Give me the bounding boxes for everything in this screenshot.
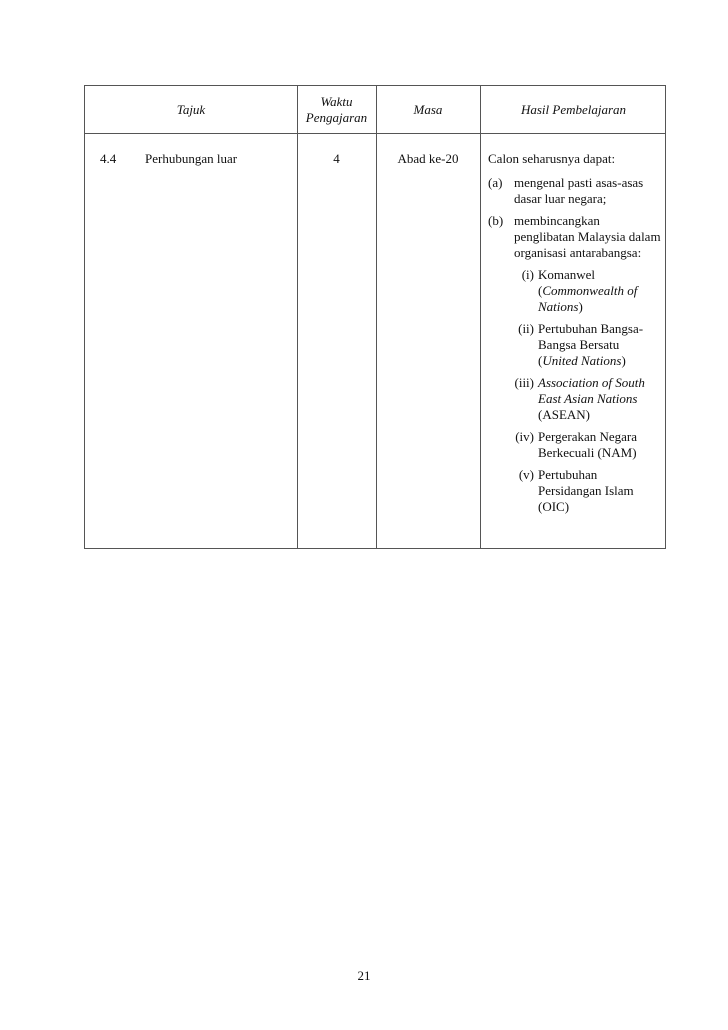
sub-item-ii bbox=[488, 321, 663, 369]
sub-label: (ii) bbox=[518, 321, 534, 336]
sub-text: Pergerakan Negara Berkecuali (NAM) bbox=[538, 429, 638, 460]
sub-text-italic: Commonwealth of Nations bbox=[538, 283, 638, 314]
header-waktu-line1: Waktu bbox=[320, 93, 353, 109]
header-tajuk-label: Tajuk bbox=[176, 101, 206, 117]
topic-title: Perhubungan luar bbox=[145, 151, 238, 166]
teaching-hours: 4 bbox=[333, 151, 340, 166]
header-hasil-label: Hasil Pembelajaran bbox=[520, 101, 627, 117]
sub-label: (v) bbox=[518, 467, 534, 482]
outcomes-intro: Calon seharusnya dapat: bbox=[488, 151, 616, 166]
sub-text bbox=[538, 267, 663, 315]
header-waktu bbox=[297, 86, 376, 133]
sub-text-plain: Pertubuhan Bangsa-Bangsa Bersatu bbox=[538, 321, 644, 352]
sub-text: Pertubuhan Persidangan Islam (OIC) bbox=[538, 467, 634, 514]
sub-item-i bbox=[488, 267, 663, 315]
sub-text-plain: (ASEAN) bbox=[538, 407, 590, 422]
paren-close: ) bbox=[578, 299, 583, 314]
header-divider bbox=[85, 133, 665, 134]
header-waktu-line2: Pengajaran bbox=[305, 109, 368, 125]
learning-outcomes bbox=[488, 151, 663, 515]
sub-text-italic: United Nations bbox=[542, 353, 622, 368]
outcome-item-b bbox=[488, 213, 663, 261]
header-masa bbox=[376, 86, 480, 133]
sub-text bbox=[538, 375, 663, 423]
sub-item-iii bbox=[488, 375, 663, 423]
sub-text-plain: Komanwel bbox=[538, 267, 596, 282]
period: Abad ke-20 bbox=[397, 151, 459, 166]
paren-close: ) bbox=[621, 353, 626, 368]
sub-item-v bbox=[488, 467, 663, 515]
sub-text-italic: Association of South East Asian Nations bbox=[538, 375, 645, 406]
header-tajuk bbox=[85, 86, 297, 133]
sub-item-iv bbox=[488, 429, 663, 461]
sub-text bbox=[538, 321, 663, 369]
outcome-label: (b) bbox=[488, 213, 504, 228]
outcome-label: (a) bbox=[488, 175, 503, 190]
syllabus-table bbox=[84, 85, 666, 549]
sub-label: (i) bbox=[521, 267, 534, 282]
paren-open: ( bbox=[538, 353, 543, 368]
header-masa-label: Masa bbox=[413, 101, 443, 117]
topic-number: 4.4 bbox=[100, 151, 117, 166]
paren-open: ( bbox=[538, 283, 543, 298]
outcome-item-a bbox=[488, 175, 663, 207]
column-divider bbox=[480, 86, 481, 548]
sub-label: (iii) bbox=[514, 375, 534, 390]
outcome-text: mengenal pasti asas-asas dasar luar negara; bbox=[514, 175, 644, 206]
outcome-text: membincangkan penglibatan Malaysia dalam organisasi antarabangsa: bbox=[514, 213, 661, 260]
header-hasil bbox=[480, 86, 667, 133]
page-number: 21 bbox=[357, 968, 371, 983]
sub-label: (iv) bbox=[515, 429, 534, 444]
